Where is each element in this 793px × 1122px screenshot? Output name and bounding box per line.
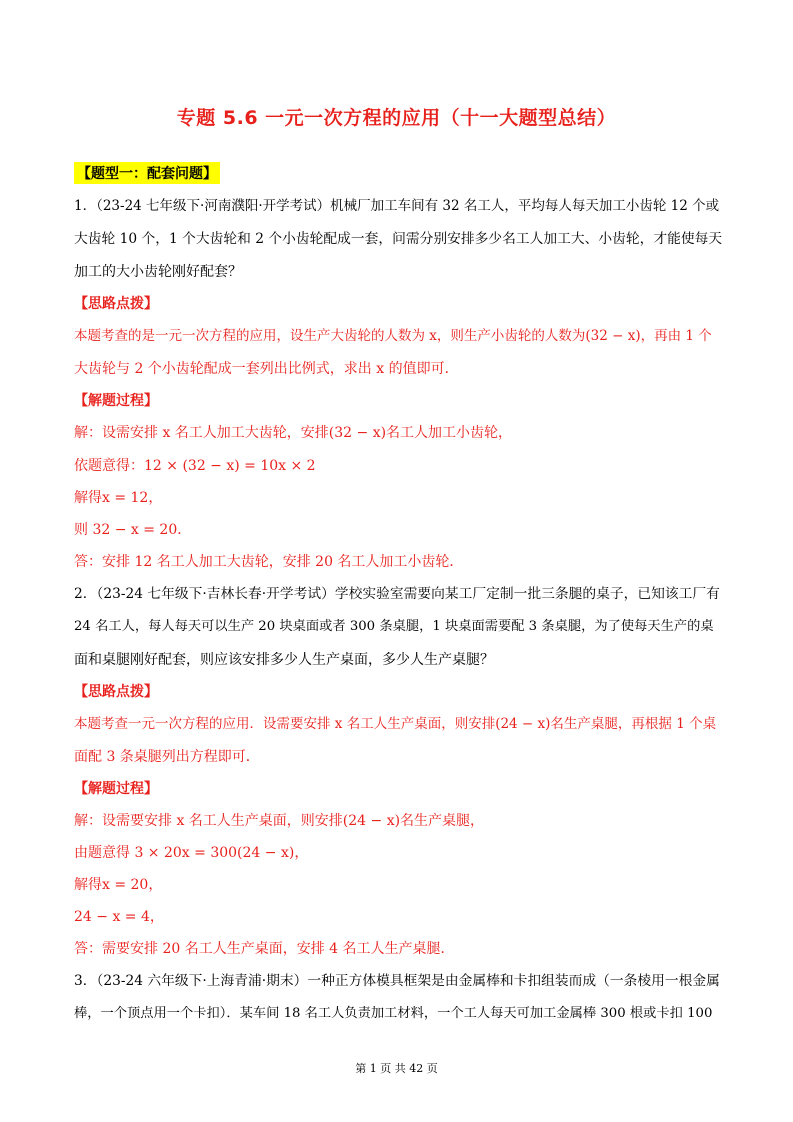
problem-1-solution-heading: 【解题过程】 <box>74 393 158 409</box>
problem-2-answer: 答：需要安排 20 名工人生产桌面，安排 4 名工人生产桌腿． <box>74 941 455 957</box>
page-title: 专题 5.6 一元一次方程的应用（十一大题型总结） <box>176 107 617 129</box>
problem-1-solution-line-2: 依题意得：12 × (32 − x) = 10x × 2 <box>74 458 316 474</box>
problem-3-line-1: 3．（23-24 六年级下·上海青浦·期末）一种正方体模具框架是由金属棒和卡扣组装而成（一条棱用一根金属 <box>74 973 720 989</box>
problem-1-line-1: 1．（23-24 七年级下·河南濮阳·开学考试）机械厂加工车间有 32 名工人，平均每人每天加工小齿轮 12 个或 <box>74 198 720 214</box>
problem-1-solution-line-1: 解：设需安排 x 名工人加工大齿轮，安排(32 − x)名工人加工小齿轮， <box>74 425 513 441</box>
problem-1-hint-line-1: 本题考查的是一元一次方程的应用，设生产大齿轮的人数为 x，则生产小齿轮的人数为(32 − x)，再由 1 个 <box>74 328 712 344</box>
problem-1-answer: 答：安排 12 名工人加工大齿轮，安排 20 名工人加工小齿轮． <box>74 554 464 570</box>
section-heading: 【题型一：配套问题】 <box>74 162 220 184</box>
problem-2-solution-line-2: 由题意得 3 × 20x = 300(24 − x)， <box>74 845 309 861</box>
problem-3-line-2: 棒，一个顶点用一个卡扣）．某车间 18 名工人负责加工材料，一个工人每天可加工金属棒 300 根或卡扣 100 <box>74 1006 713 1021</box>
problem-2-line-3: 面和桌腿刚好配套，则应该安排多少人生产桌面，多少人生产桌腿？ <box>74 652 494 668</box>
problem-2-line-1: 2．（23-24 七年级下·吉林长春·开学考试）学校实验室需要向某工厂定制一批三条腿的桌子，已知该工厂有 <box>74 586 720 602</box>
problem-1-line-2: 大齿轮 10 个，1 个大齿轮和 2 个小齿轮配成一套，问需分别安排多少名工人加工大、小齿轮，才能使每天 <box>74 231 723 247</box>
problem-2-hint-line-1: 本题考查一元一次方程的应用．设需要安排 x 名工人生产桌面，则安排(24 − x)名生产桌腿，再根据 1 个桌 <box>74 716 717 732</box>
problem-1-line-3: 加工的大小齿轮刚好配套？ <box>74 264 242 280</box>
problem-2-solution-heading: 【解题过程】 <box>74 781 158 797</box>
problem-2-hint-heading: 【思路点拨】 <box>74 684 158 700</box>
problem-2-solution-line-3: 解得x = 20， <box>74 877 163 893</box>
problem-1-solution-line-3: 解得x = 12， <box>74 490 163 506</box>
problem-1-solution-line-4: 则 32 − x = 20． <box>74 522 192 538</box>
problem-2-line-2: 24 名工人，每人每天可以生产 20 块桌面或者 300 条桌腿，1 块桌面需要配 3 条桌腿，为了使每天生产的桌 <box>74 619 714 634</box>
problem-1-hint-heading: 【思路点拨】 <box>74 296 158 312</box>
problem-2-solution-line-1: 解：设需要安排 x 名工人生产桌面，则安排(24 − x)名生产桌腿， <box>74 813 485 829</box>
problem-2-hint-line-2: 面配 3 条桌腿列出方程即可． <box>74 749 260 765</box>
problem-1-hint-line-2: 大齿轮与 2 个小齿轮配成一套列出比例式，求出 x 的值即可． <box>74 361 459 377</box>
page-footer: 第 1 页 共 42 页 <box>355 1062 438 1075</box>
problem-2-solution-line-4: 24 − x = 4， <box>74 909 164 925</box>
